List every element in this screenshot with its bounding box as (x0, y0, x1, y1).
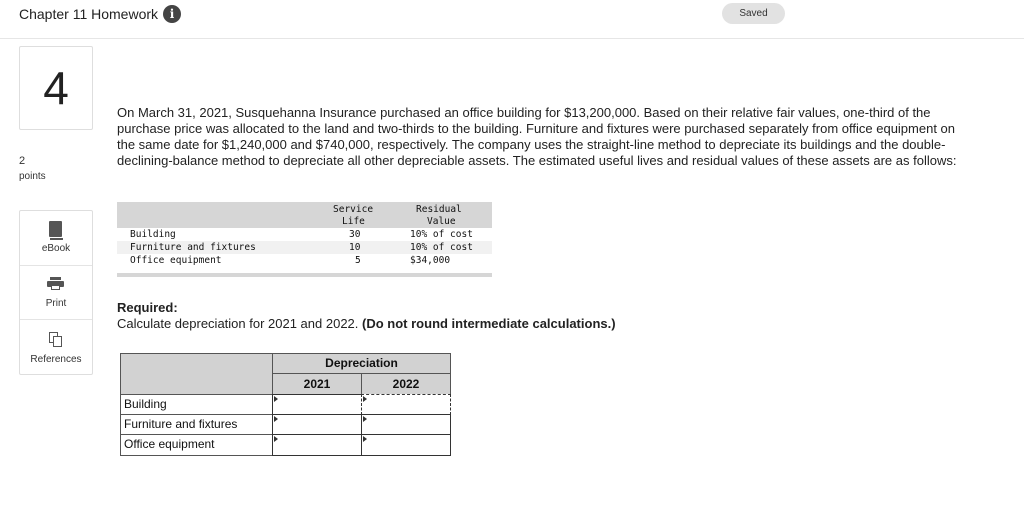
given-row-residual: 10% of cost (410, 229, 473, 240)
furniture-2022-input[interactable] (361, 414, 451, 435)
office-equipment-2022-input[interactable] (361, 434, 451, 456)
given-row-asset: Building (130, 229, 176, 240)
assignment-title: Chapter 11 Homework (19, 6, 159, 22)
book-icon (49, 221, 62, 237)
building-2022-input[interactable] (361, 394, 451, 415)
year-2022-header: 2022 (361, 373, 451, 395)
col-header-value: Value (427, 216, 456, 227)
print-label: Print (45, 298, 67, 309)
depreciation-header: Depreciation (272, 353, 451, 374)
points-value: 2 (19, 155, 26, 167)
given-table-footer (117, 273, 492, 277)
given-row-life: 5 (355, 255, 361, 266)
question-number: 4 (19, 46, 93, 130)
required-heading: Required: (117, 300, 178, 315)
row-label-furniture: Furniture and fixtures (120, 414, 273, 435)
given-row-residual: $34,000 (410, 255, 451, 266)
references-button[interactable] (20, 319, 92, 374)
given-row-life: 30 (349, 229, 361, 240)
ebook-button[interactable] (20, 211, 92, 265)
printer-icon (47, 277, 64, 289)
references-label: References (30, 354, 82, 365)
given-row-life: 10 (349, 242, 361, 253)
required-note: (Do not round intermediate calculations.) (362, 316, 616, 331)
answer-table (120, 353, 451, 457)
given-row-asset: Office equipment (130, 255, 222, 266)
col-header-service: Service (333, 204, 374, 215)
top-bar (0, 0, 1024, 39)
problem-statement: On March 31, 2021, Susquehanna Insurance purchased an office building for $13,200,000. Based on their relative fair values, one-third of the purchase price was allocated to the land and two-thirds to the building. Furniture and fixtures were purchased separately from office equipment on the same date for $1,240,000 and $740,000, respectively. The company uses the straight-line method to depreciate its buildings and the double-declining-balance method to depreciate all other depreciable assets. The estimated useful lives and residual values of these assets are as follows: (117, 105, 957, 168)
given-data-table (117, 202, 492, 277)
tools-panel (19, 210, 93, 375)
col-header-residual: Residual (416, 204, 462, 215)
row-label-building: Building (120, 394, 273, 415)
documents-icon (49, 332, 63, 348)
answer-table-corner (120, 353, 273, 395)
info-icon[interactable]: i (163, 5, 181, 23)
ebook-label: eBook (41, 243, 71, 254)
given-row-residual: 10% of cost (410, 242, 473, 253)
required-instruction-text: Calculate depreciation for 2021 and 2022. (117, 316, 359, 331)
print-button[interactable] (20, 265, 92, 320)
office-equipment-2021-input[interactable] (272, 434, 362, 456)
points-label: points (19, 171, 46, 182)
required-instruction (117, 316, 616, 331)
furniture-2021-input[interactable] (272, 414, 362, 435)
saved-status-badge: Saved (722, 3, 785, 24)
given-row-asset: Furniture and fixtures (130, 242, 256, 253)
row-label-office-equipment: Office equipment (120, 434, 273, 456)
year-2021-header: 2021 (272, 373, 362, 395)
building-2021-input[interactable] (272, 394, 362, 415)
col-header-life: Life (342, 216, 365, 227)
